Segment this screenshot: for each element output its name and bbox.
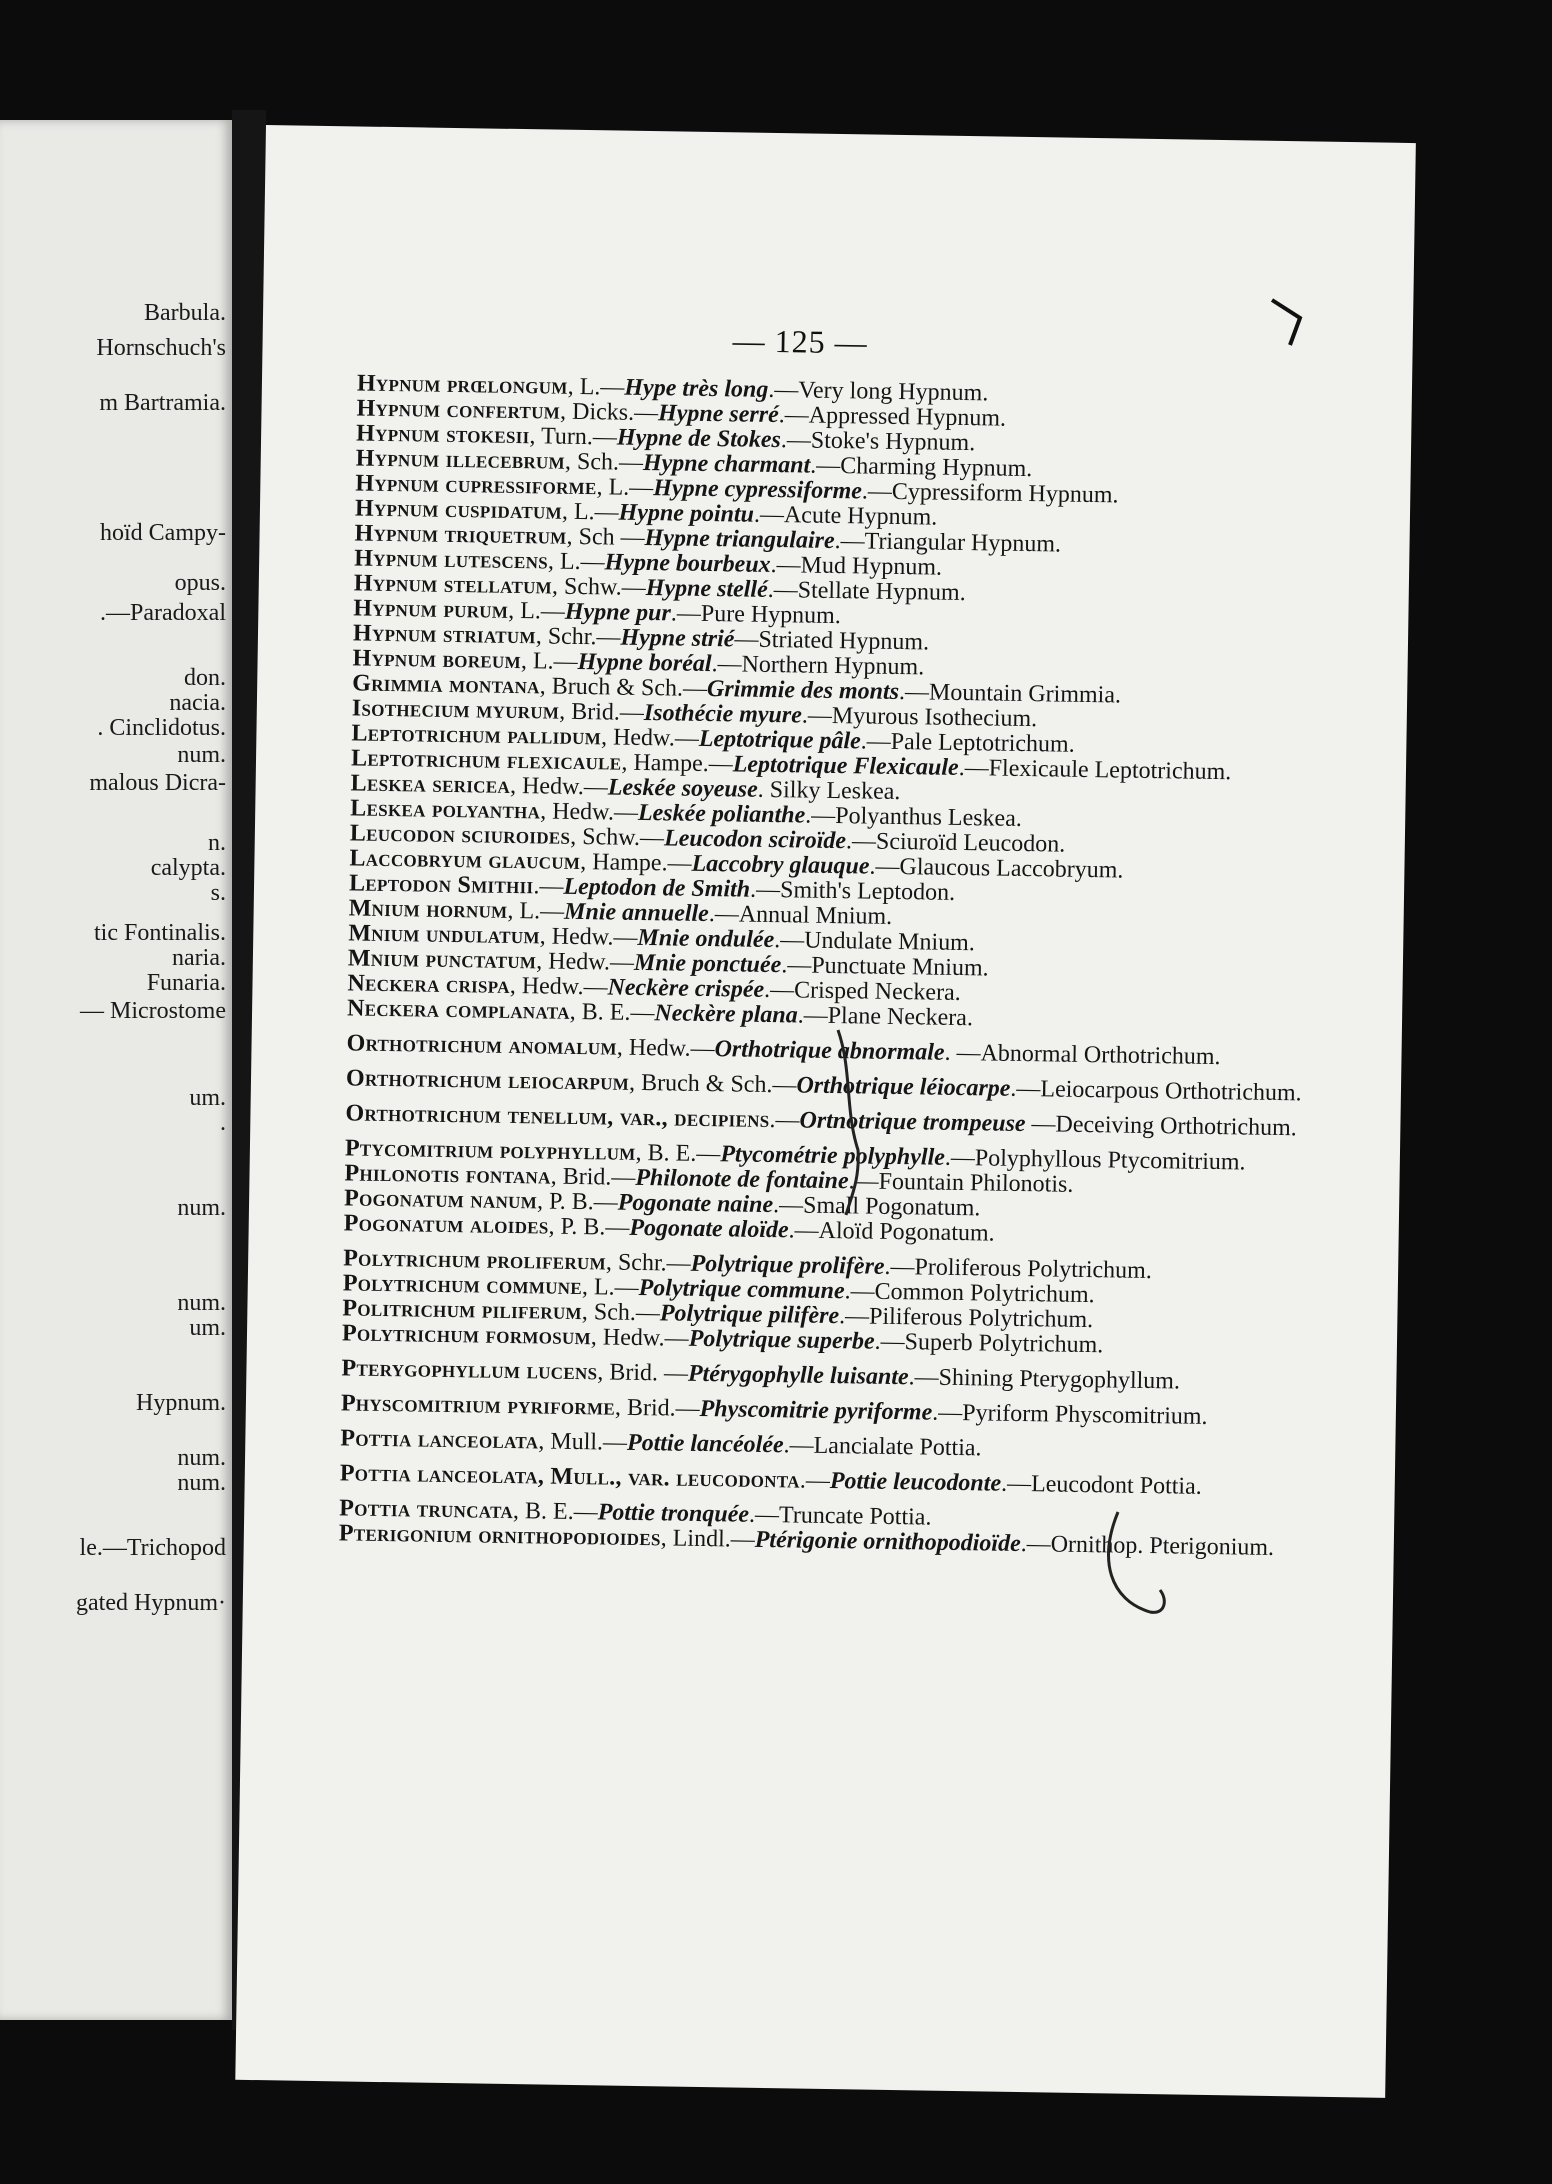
english-name: .—Truncate Pottia. [748,1501,932,1531]
english-name: . —Abnormal Orthotrichum. [944,1039,1221,1071]
french-name: Hypne pur [564,598,672,627]
english-name: .—Punctuate Mnium. [781,952,989,982]
latin-name: Hypnum purum [353,595,509,624]
species-entry [341,1391,1341,1432]
french-name: Hypne boréal [577,648,712,678]
english-name: —Deceiving Orthotrichum. [1025,1111,1297,1142]
french-name: Hypne de Stokes [616,424,782,454]
authority: , Hedw.— [539,923,638,951]
french-name: Hypne charmant [642,449,811,479]
french-name: Polytrique prolifère [690,1250,885,1280]
french-name: Hypne triangulaire [644,524,835,554]
authority: , Hedw.— [600,724,700,752]
english-name: .—Mud Hypnum. [770,551,943,581]
french-name: Mnie ponctuée [633,949,782,979]
left-page-line: m Bartramia. [99,390,226,416]
french-name: Pogonate aloïde [629,1214,789,1244]
latin-name: Leucodon sciuroides [349,820,571,850]
page-number: — 125 — [732,322,868,361]
french-name: Leskée soyeuse [607,774,758,803]
authority: , Schr.— [605,1249,691,1277]
french-name: Polytrique superbe [688,1325,875,1355]
authority: , B. E.— [635,1139,721,1168]
latin-name: Polytrichum formosum [341,1320,592,1351]
french-name: Grimmie des monts [706,675,900,706]
species-entry [345,1101,1345,1142]
authority: , Hedw.— [509,772,609,801]
authority: , Brid.— [550,1163,636,1191]
english-name: .—Very long Hypnum. [768,376,989,407]
latin-name: Leskea polyantha [350,795,541,825]
latin-name: Philonotis fontana [344,1160,551,1190]
authority: , Brid.— [559,698,645,727]
authority: , L.— [581,1274,639,1301]
french-name: Leptotrique pâle [698,725,861,755]
left-page-line: n. [208,830,226,856]
latin-name: Orthotrichum tenellum, var., decipiens [345,1100,770,1134]
latin-name: Hypnum prœlongum [356,370,568,400]
latin-name: Isothecium myurum [351,695,560,725]
authority: , L.— [507,897,565,925]
english-name: .—Triangular Hypnum. [834,527,1062,558]
french-name: Hype très long [624,374,769,403]
authority: , Schw.— [551,573,646,602]
french-name: Neckère plana [654,1000,798,1029]
authority: , P. B.— [536,1188,618,1216]
english-name: .—Mountain Grimmia. [898,679,1122,709]
english-name: .—Stellate Hypnum. [767,576,966,607]
left-page-line: opus. [174,570,226,596]
authority: , L.— [567,373,625,401]
left-page-line: tic Fontinalis. [94,920,226,946]
english-name: .—Proliferous Polytrichum. [884,1253,1153,1285]
english-name: .—Sciuroïd Leucodon. [845,828,1066,858]
latin-name: Mnium undulatum [348,920,540,950]
english-name: .—Aloïd Pogonatum. [788,1217,995,1247]
left-page-line: nacia. [169,690,226,716]
latin-name: Orthotrichum anomalum [346,1030,618,1061]
english-name: .—Appressed Hypnum. [778,402,1007,432]
french-name: Philonote de fontaine [635,1164,849,1195]
latin-name: Leptotrichum flexicaule [350,745,622,776]
english-name: .—Superb Polytrichum. [874,1328,1104,1359]
french-name: Leucodon sciroïde [663,825,847,855]
english-name: .—Flexicaule Leptotrichum. [958,754,1232,786]
latin-name: Mnium hornum [348,895,508,924]
english-name: .—Northern Hypnum. [711,651,925,681]
authority: , L.— [520,648,578,675]
left-page-line: don. [184,665,226,691]
left-page-line: . Cinclidotus. [97,715,226,741]
left-page-line: um. [189,1085,226,1111]
authority: , Hampe.— [621,749,733,778]
latin-name: Leskea sericea [350,770,511,799]
authority: , Hedw.— [536,948,635,976]
latin-name: Pottia truncata [339,1495,514,1525]
left-page-line: um. [189,1315,226,1341]
authority: , Sch — [566,523,645,551]
authority: , P. B.— [548,1213,630,1241]
french-name: Orthotrique abnormale [714,1036,945,1066]
authority: , Brid.— [614,1394,700,1422]
french-name: Hypne cypressiforme [653,475,863,505]
english-name: . Silky Leskea. [757,776,901,806]
authority: , B. E.— [569,998,655,1027]
latin-name: Pogonatum nanum [343,1185,538,1215]
english-name: —Striated Hypnum. [734,626,930,656]
french-name: Pottie tronquée [597,1499,750,1528]
species-entry [340,1461,1340,1502]
french-name: Physcomitrie pyriforme [699,1395,933,1426]
left-page-line: s. [210,880,226,906]
left-page [0,120,232,2020]
left-page-line: Hypnum. [136,1390,226,1416]
french-name: Pottie leucodonte [829,1468,1002,1497]
english-name: .—Polyphyllous Ptycomitrium. [944,1144,1246,1176]
authority: , Bruch & Sch.— [539,673,708,702]
authority: , Bruch & Sch.— [628,1069,797,1099]
authority: , Lindl.— [660,1525,755,1553]
left-page-line: num. [177,1195,226,1221]
latin-name: Hypnum striatum [352,620,537,650]
species-entry [340,1426,1340,1467]
latin-name: Polytrichum commune [342,1270,583,1301]
latin-name: Hypnum cupressiforme [355,470,597,501]
french-name: Leptotrique Flexicaule [732,751,959,781]
french-name: Hypne serré [657,400,779,429]
english-name: .—Fountain Philonotis. [848,1168,1074,1198]
english-name: .—Cypressiform Hypnum. [861,478,1119,509]
french-name: Pottie lancéolée [626,1429,784,1459]
french-name: Hypne pointu [618,499,755,528]
latin-name: Pterigonium ornithopodioides [338,1520,661,1552]
authority: , Brid. — [597,1359,689,1387]
french-name: Mnie ondulée [637,924,775,954]
authority: , Schw.— [570,823,665,852]
left-page-line: num. [177,742,226,768]
left-page-line: Barbula. [144,300,226,326]
authority: .— [533,873,564,900]
authority: , L.— [547,548,605,576]
english-name: .—Stoke's Hypnum. [780,427,976,457]
english-name: .—Leiocarpous Orthotrichum. [1010,1075,1302,1107]
english-name: .—Piliferous Polytrichum. [838,1303,1094,1334]
latin-name: Hypnum lutescens [353,545,549,575]
authority: .— [799,1467,831,1495]
english-name: .—Charming Hypnum. [810,452,1033,483]
left-page-line: naria. [172,945,226,971]
latin-name: Hypnum stellatum [353,570,553,600]
french-name: Polytrique commune [638,1274,845,1305]
latin-name: Pottia lanceolata, Mull., var. leucodonta [339,1460,801,1494]
authority: , Hedw.— [590,1324,689,1352]
french-name: Leskée polianthe [637,799,806,829]
english-name: .—Undulate Mnium. [774,927,976,957]
latin-name: Hypnum cuspidatum [354,495,563,525]
authority: , B. E.— [512,1498,598,1526]
french-name: Ptérigonie ornithopodioïde [754,1526,1021,1558]
english-name: .—Shining Pterygophyllum. [908,1364,1181,1395]
authority: , Turn.— [529,423,618,451]
latin-name: Hypnum illecebrum [355,445,566,475]
latin-name: Politrichum piliferum [342,1295,583,1326]
latin-name: Pottia lanceolata [340,1425,539,1455]
left-page-line: Hornschuch's [96,335,226,361]
left-page-line: malous Dicra- [89,770,226,796]
species-list [339,371,1357,1562]
authority: , Schr.— [535,623,621,651]
authority: , Sch.— [564,448,644,476]
french-name: Mnie annuelle [563,898,710,928]
latin-name: Leptotrichum pallidum [351,720,602,751]
left-page-line: num. [177,1290,226,1316]
english-name: .—Annual Mnium. [708,901,893,930]
latin-name: Physcomitrium pyriforme [340,1390,616,1421]
latin-name: Neckera complanata [346,995,570,1025]
authority: , Sch.— [581,1299,661,1327]
left-page-line: . [220,1110,226,1136]
latin-name: Polytrichum proliferum [343,1245,607,1276]
english-name: .—Crisped Neckera. [763,976,961,1007]
latin-name: Orthotrichum leiocarpum [345,1065,630,1096]
french-name: Ptycométrie polyphylle [720,1141,946,1171]
english-name: .—Lancialate Pottia. [783,1432,982,1462]
french-name: Ortnotrique trompeuse [799,1107,1026,1138]
authority: , Hampe.— [580,849,692,877]
species-entry [346,1031,1346,1072]
english-name: .—Leucodont Pottia. [1000,1470,1202,1500]
french-name: Hypne strié [620,624,735,653]
left-page-line: — Microstome [80,998,226,1024]
latin-name: Mnium punctatum [347,945,537,975]
english-name: .—Polyanthus Leskea. [805,802,1023,832]
left-page-line: num. [177,1470,226,1496]
latin-name: Neckera crispa [347,970,511,999]
authority: , L.— [507,597,566,625]
authority: , L.— [596,474,654,502]
latin-name: Grimmia montana [352,670,540,700]
french-name: Neckère crispée [607,974,765,1003]
english-name: .—Plane Neckera. [797,1002,974,1032]
english-name: .—Pyriform Physcomitrium. [932,1399,1208,1430]
french-name: Laccobry glauque [691,850,870,880]
french-name: Hypne stellé [645,575,768,603]
left-page-line: .—Paradoxal [100,600,226,626]
left-page-line: hoïd Campy- [100,520,226,546]
latin-name: Pterygophyllum lucens [341,1355,598,1386]
right-page [235,125,1416,2098]
french-name: Isothécie myure [643,700,803,729]
french-name: Polytrique pilifère [659,1300,840,1330]
species-entry [346,1066,1346,1107]
authority: , Hedw.— [616,1034,715,1063]
authority: , Hedw.— [509,972,608,1001]
latin-name: Hypnum triquetrum [354,520,567,550]
french-name: Pogonate naine [617,1189,774,1219]
latin-name: Hypnum stokesii [355,420,530,450]
latin-name: Hypnum boreum [352,645,522,675]
authority: , L.— [561,498,619,526]
left-page-line: gated Hypnum· [76,1590,226,1616]
english-name: .—Pure Hypnum. [670,600,842,630]
left-page-line: le.—Trichopod [79,1535,226,1561]
french-name: Orthotrique léiocarpe [796,1072,1011,1102]
left-page-line: calypta. [150,855,226,881]
latin-name: Hypnum confertum [356,395,561,425]
latin-name: Laccobryum glaucum [349,845,581,876]
species-entry [341,1356,1341,1397]
english-name: .—Myurous Isothecium. [801,702,1038,733]
french-name: Hypne bourbeux [604,549,771,578]
english-name: .—Ornithop. Pterigonium. [1020,1531,1275,1562]
english-name: .—Common Polytrichum. [844,1278,1095,1309]
english-name: .—Smith's Leptodon. [749,876,956,906]
latin-name: Ptycomitrium polyphyllum [344,1135,636,1166]
left-page-line: Funaria. [146,970,226,996]
authority: .— [769,1107,800,1134]
latin-name: Pogonatum aloides [343,1210,549,1240]
latin-name: Leptodon Smithii [348,870,534,900]
english-name: .—Pale Leptotrichum. [860,728,1075,758]
french-name: Leptodon de Smith [563,873,751,903]
authority: , Dicks.— [559,398,659,427]
english-name: .—Acute Hypnum. [753,501,938,531]
english-name: .—Glaucous Laccobryum. [869,853,1124,884]
authority: , Hedw.— [539,798,639,826]
authority: , Mull.— [538,1428,628,1456]
left-page-line: num. [177,1445,226,1471]
english-name: .—Small Pogonatum. [772,1192,981,1222]
french-name: Ptérygophylle luisante [687,1360,909,1391]
